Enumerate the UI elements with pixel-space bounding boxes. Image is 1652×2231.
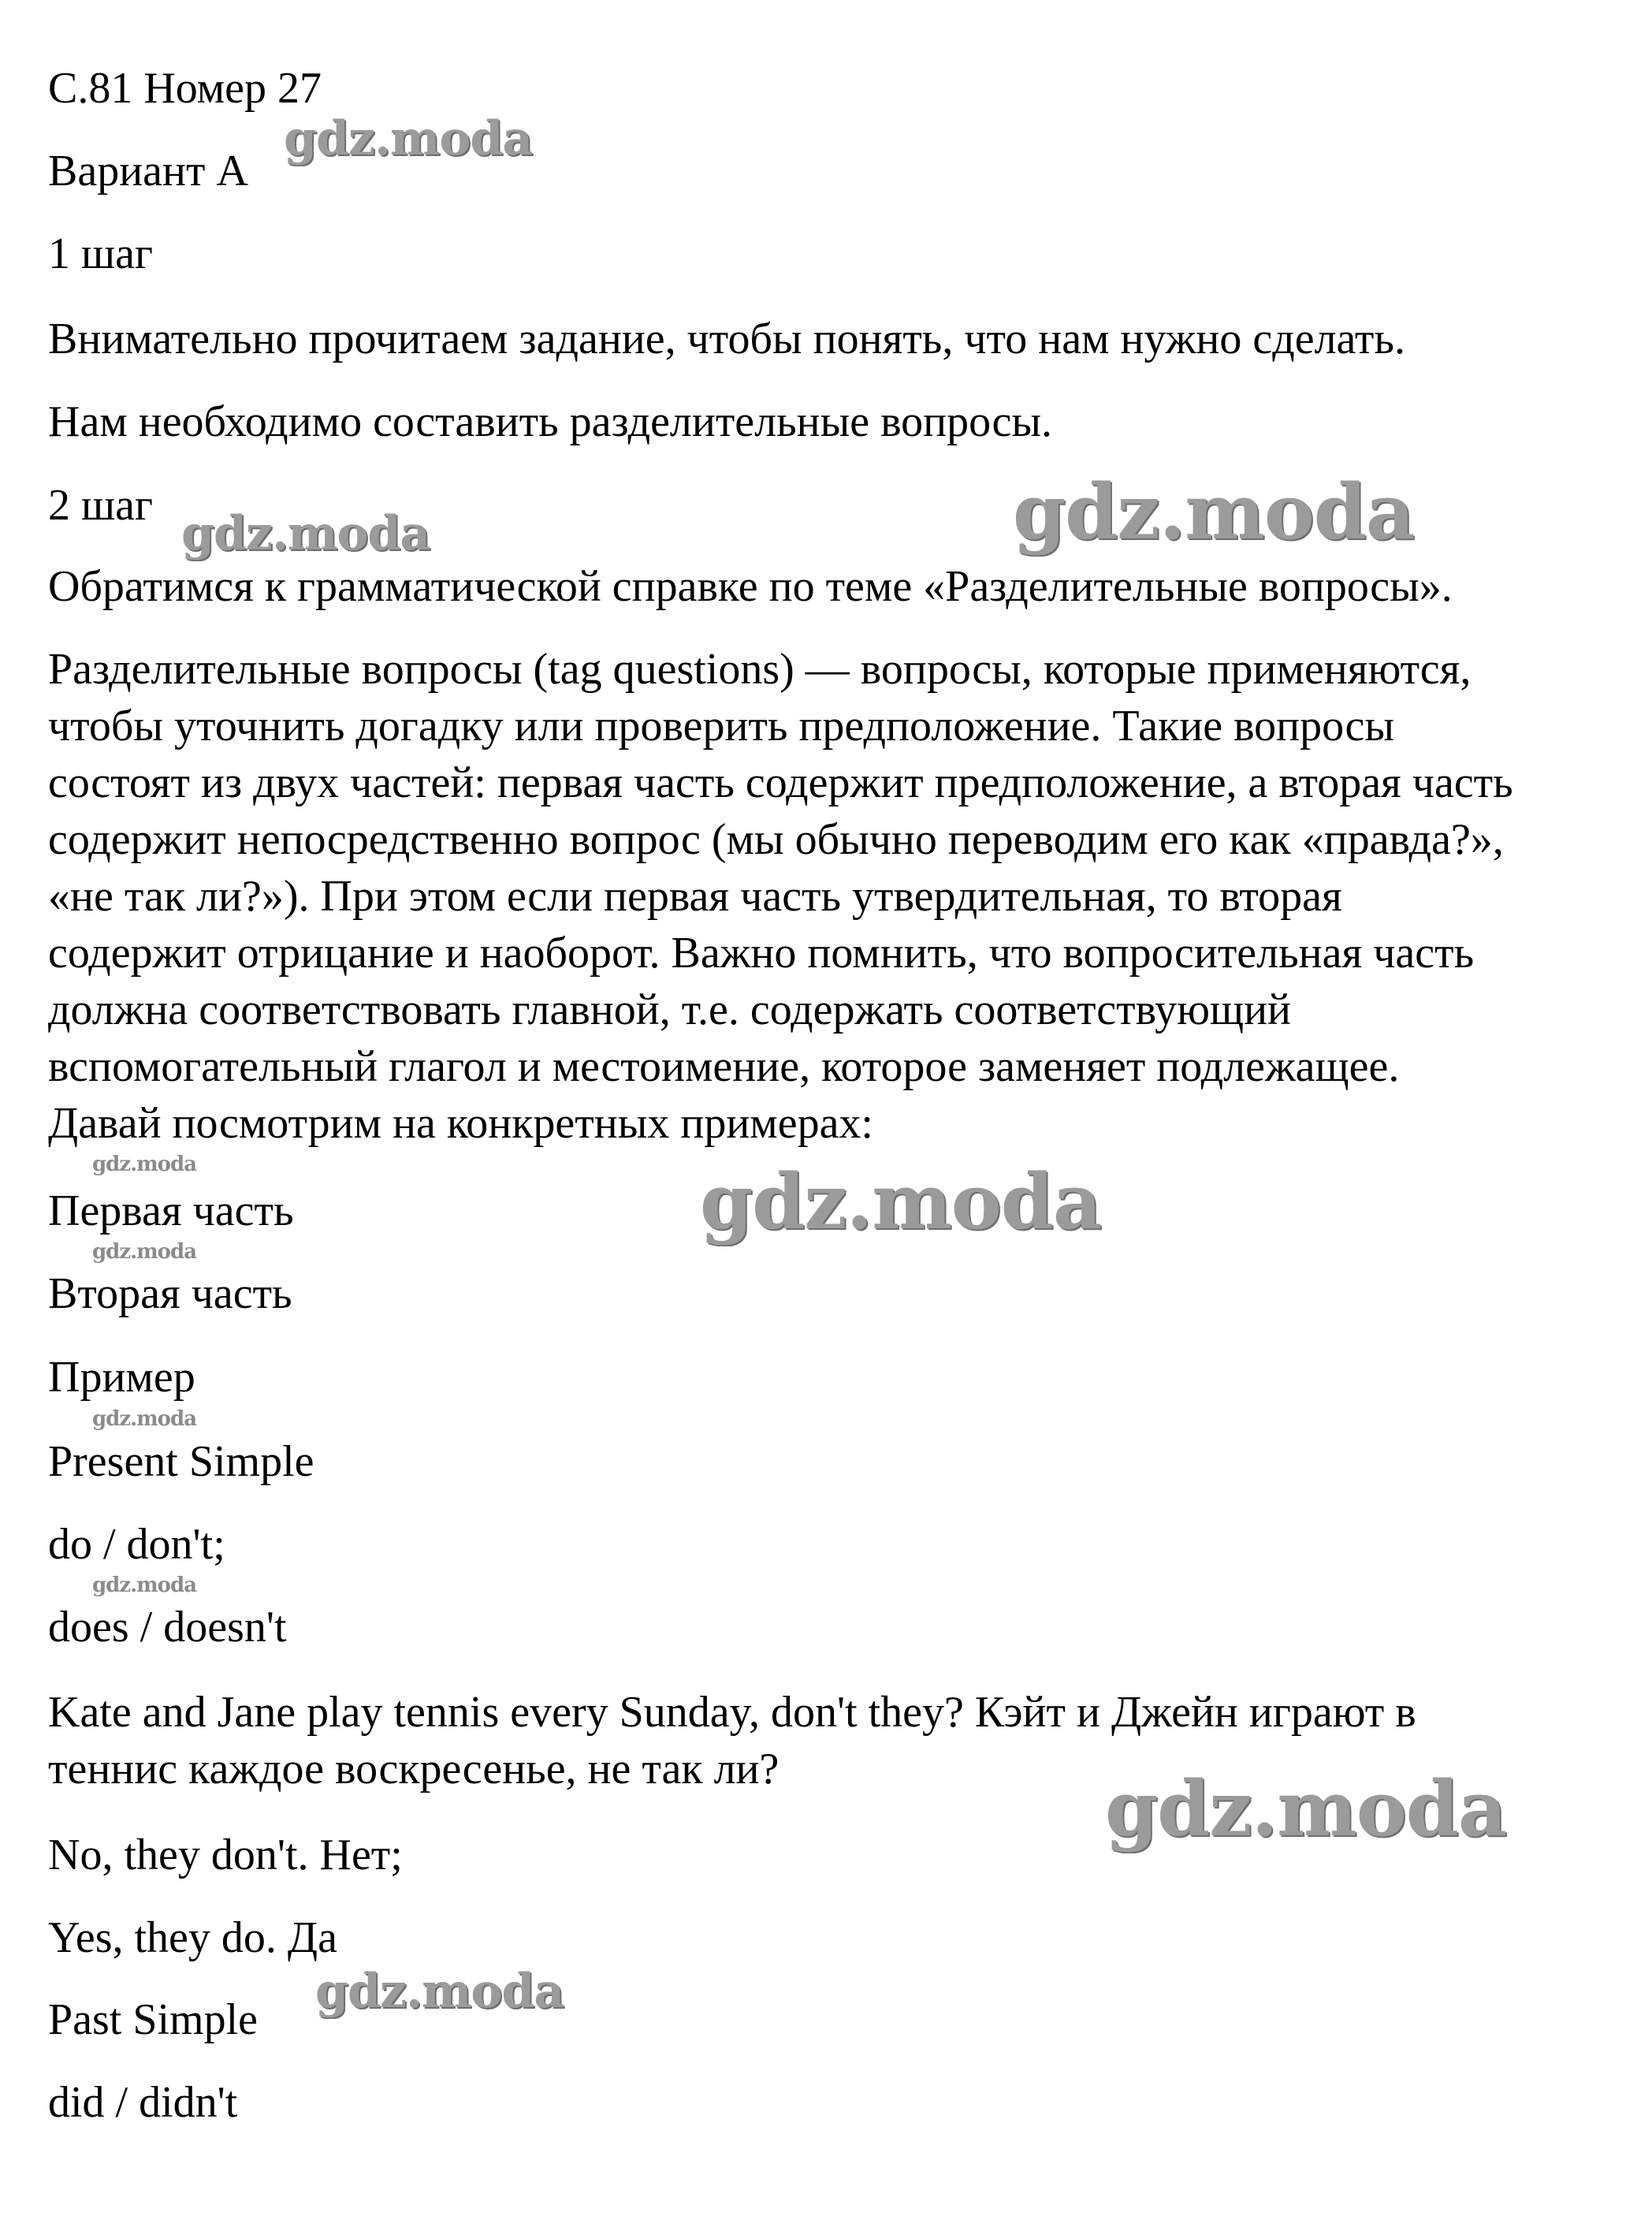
watermark: gdz.moda bbox=[92, 1407, 197, 1431]
aux-did: did / didn't bbox=[48, 2078, 238, 2127]
step-2-label: 2 шаг bbox=[48, 481, 153, 530]
step-2-intro: Обратимся к грамматической справке по теме «Разделительные вопросы». bbox=[48, 562, 1453, 611]
paragraph-line: «не так ли?»). При этом если первая часть утвердительная, то вторая bbox=[48, 872, 1342, 921]
column-example: Пример bbox=[48, 1353, 195, 1402]
watermark: gdz.moda bbox=[315, 1964, 564, 2019]
present-simple-label: Present Simple bbox=[48, 1437, 314, 1486]
watermark: gdz.moda bbox=[1013, 467, 1415, 557]
paragraph-line: состоят из двух частей: первая часть содержит предположение, а вторая часть bbox=[48, 758, 1513, 807]
page-number-heading: С.81 Номер 27 bbox=[48, 64, 322, 113]
watermark: gdz.moda bbox=[700, 1157, 1102, 1246]
watermark: gdz.moda bbox=[1105, 1764, 1507, 1853]
paragraph-line: Разделительные вопросы (tag questions) — вопросы, которые применяются, bbox=[48, 645, 1472, 694]
watermark: gdz.moda bbox=[181, 506, 430, 561]
paragraph-line: содержит непосредственно вопрос (мы обычно переводим его как «правда?», bbox=[48, 815, 1504, 864]
example-line: Kate and Jane play tennis every Sunday, don't they? Кэйт и Джейн играют в bbox=[48, 1688, 1416, 1737]
answer-yes: Yes, they do. Да bbox=[48, 1913, 337, 1962]
paragraph-line: чтобы уточнить догадку или проверить предположение. Такие вопросы bbox=[48, 702, 1394, 750]
answer-no: No, they don't. Нет; bbox=[48, 1831, 403, 1879]
watermark: gdz.moda bbox=[92, 1240, 197, 1264]
example-line: теннис каждое воскресенье, не так ли? bbox=[48, 1745, 779, 1793]
paragraph-line: содержит отрицание и наоборот. Важно помнить, что вопросительная часть bbox=[48, 929, 1475, 978]
watermark: gdz.moda bbox=[284, 111, 533, 166]
watermark: gdz.moda bbox=[92, 1574, 197, 1597]
column-first-part: Первая часть bbox=[48, 1186, 294, 1235]
step-1-text: Внимательно прочитаем задание, чтобы понять, что нам нужно сделать. bbox=[48, 315, 1405, 363]
variant-label: Вариант А bbox=[48, 147, 248, 196]
step-1-text: Нам необходимо составить разделительные вопросы. bbox=[48, 397, 1052, 446]
paragraph-line: Давай посмотрим на конкретных примерах: bbox=[48, 1099, 873, 1148]
aux-does: does / doesn't bbox=[48, 1603, 287, 1652]
watermark: gdz.moda bbox=[92, 1153, 197, 1176]
paragraph-line: вспомогательный глагол и местоимение, которое заменяет подлежащее. bbox=[48, 1042, 1400, 1091]
past-simple-label: Past Simple bbox=[48, 1995, 259, 2044]
step-1-label: 1 шаг bbox=[48, 229, 153, 278]
column-second-part: Вторая часть bbox=[48, 1269, 292, 1318]
paragraph-line: должна соответствовать главной, т.е. содержать соответствующий bbox=[48, 985, 1292, 1034]
aux-do: do / don't; bbox=[48, 1520, 225, 1569]
